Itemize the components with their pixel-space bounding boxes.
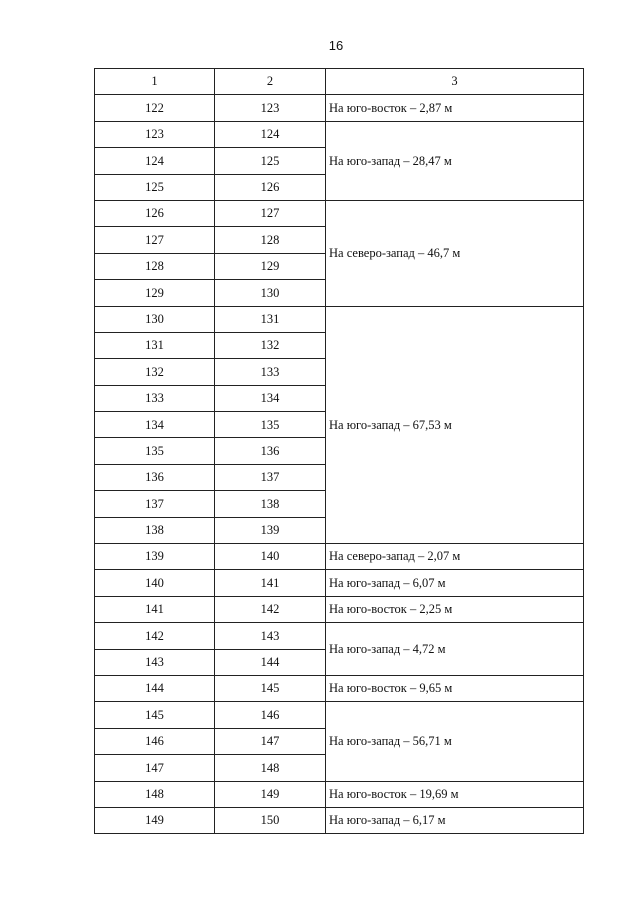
point-from-cell: 141 <box>95 596 215 622</box>
point-to-cell: 125 <box>215 148 326 174</box>
point-to-cell: 147 <box>215 728 326 754</box>
point-to-cell: 137 <box>215 464 326 490</box>
direction-distance-cell: На юго-запад – 6,07 м <box>326 570 584 596</box>
point-from-cell: 123 <box>95 121 215 147</box>
point-to-cell: 123 <box>215 95 326 121</box>
direction-distance-cell: На юго-запад – 67,53 м <box>326 306 584 544</box>
point-from-cell: 144 <box>95 675 215 701</box>
point-from-cell: 126 <box>95 200 215 226</box>
point-to-cell: 130 <box>215 280 326 306</box>
point-from-cell: 143 <box>95 649 215 675</box>
point-from-cell: 147 <box>95 755 215 781</box>
table-header-row <box>95 69 584 95</box>
page-number: 16 <box>328 38 344 53</box>
direction-distance-cell: На северо-запад – 2,07 м <box>326 544 584 570</box>
column-header-3: 3 <box>326 69 584 95</box>
point-to-cell: 140 <box>215 544 326 570</box>
point-from-cell: 145 <box>95 702 215 728</box>
column-header-2: 2 <box>215 69 326 95</box>
boundary-table-body <box>95 69 584 834</box>
point-from-cell: 125 <box>95 174 215 200</box>
table-row <box>95 544 584 570</box>
point-from-cell: 136 <box>95 464 215 490</box>
point-to-cell: 146 <box>215 702 326 728</box>
point-to-cell: 144 <box>215 649 326 675</box>
table-row <box>95 596 584 622</box>
point-from-cell: 139 <box>95 544 215 570</box>
table-row <box>95 121 584 147</box>
point-to-cell: 148 <box>215 755 326 781</box>
point-to-cell: 132 <box>215 332 326 358</box>
point-from-cell: 127 <box>95 227 215 253</box>
point-from-cell: 149 <box>95 807 215 833</box>
point-from-cell: 128 <box>95 253 215 279</box>
point-to-cell: 141 <box>215 570 326 596</box>
point-from-cell: 132 <box>95 359 215 385</box>
point-from-cell: 142 <box>95 623 215 649</box>
point-to-cell: 131 <box>215 306 326 332</box>
table-row <box>95 702 584 728</box>
direction-distance-cell: На северо-запад – 46,7 м <box>326 200 584 306</box>
point-from-cell: 148 <box>95 781 215 807</box>
direction-distance-cell: На юго-запад – 28,47 м <box>326 121 584 200</box>
point-to-cell: 127 <box>215 200 326 226</box>
point-from-cell: 131 <box>95 332 215 358</box>
point-to-cell: 150 <box>215 807 326 833</box>
point-from-cell: 134 <box>95 412 215 438</box>
point-to-cell: 134 <box>215 385 326 411</box>
direction-distance-cell: На юго-запад – 6,17 м <box>326 807 584 833</box>
point-from-cell: 122 <box>95 95 215 121</box>
table-row <box>95 570 584 596</box>
point-to-cell: 135 <box>215 412 326 438</box>
direction-distance-cell: На юго-восток – 2,25 м <box>326 596 584 622</box>
direction-distance-cell: На юго-восток – 9,65 м <box>326 675 584 701</box>
direction-distance-cell: На юго-запад – 4,72 м <box>326 623 584 676</box>
point-from-cell: 146 <box>95 728 215 754</box>
point-from-cell: 124 <box>95 148 215 174</box>
point-to-cell: 142 <box>215 596 326 622</box>
point-to-cell: 149 <box>215 781 326 807</box>
table-row <box>95 200 584 226</box>
point-to-cell: 128 <box>215 227 326 253</box>
point-from-cell: 133 <box>95 385 215 411</box>
point-to-cell: 126 <box>215 174 326 200</box>
point-to-cell: 133 <box>215 359 326 385</box>
direction-distance-cell: На юго-запад – 56,71 м <box>326 702 584 781</box>
point-to-cell: 136 <box>215 438 326 464</box>
boundary-table <box>94 68 584 834</box>
column-header-1: 1 <box>95 69 215 95</box>
point-from-cell: 129 <box>95 280 215 306</box>
table-row <box>95 306 584 332</box>
direction-distance-cell: На юго-восток – 2,87 м <box>326 95 584 121</box>
table-row <box>95 675 584 701</box>
point-from-cell: 138 <box>95 517 215 543</box>
point-from-cell: 135 <box>95 438 215 464</box>
point-to-cell: 139 <box>215 517 326 543</box>
direction-distance-cell: На юго-восток – 19,69 м <box>326 781 584 807</box>
table-row <box>95 95 584 121</box>
point-to-cell: 145 <box>215 675 326 701</box>
table-row <box>95 781 584 807</box>
point-from-cell: 137 <box>95 491 215 517</box>
point-to-cell: 129 <box>215 253 326 279</box>
point-to-cell: 124 <box>215 121 326 147</box>
point-to-cell: 143 <box>215 623 326 649</box>
table-row <box>95 623 584 649</box>
point-to-cell: 138 <box>215 491 326 517</box>
table-row <box>95 807 584 833</box>
point-from-cell: 140 <box>95 570 215 596</box>
point-from-cell: 130 <box>95 306 215 332</box>
